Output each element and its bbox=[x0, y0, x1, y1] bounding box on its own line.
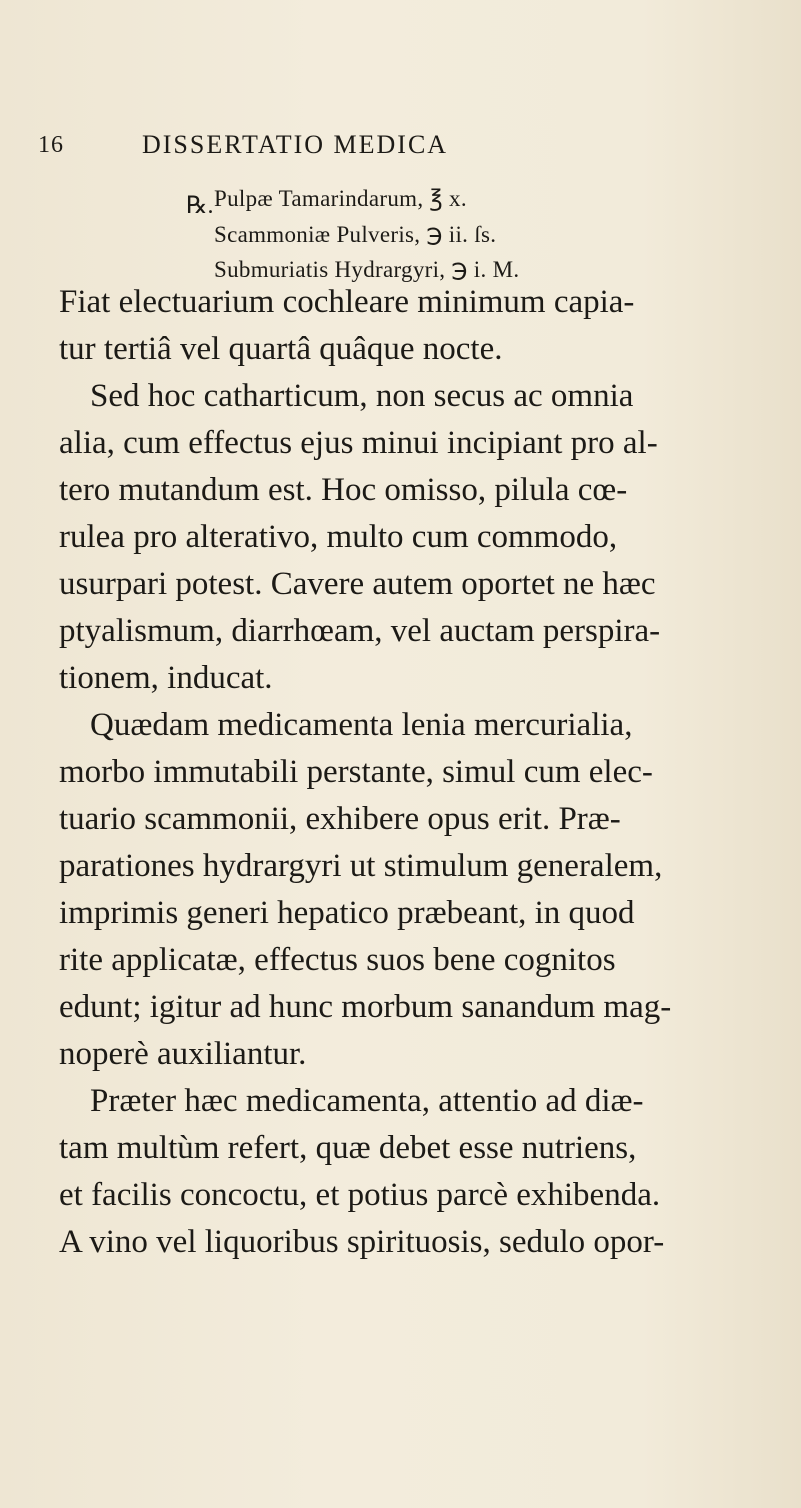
text-line: ptyalismum, diarrhœam, vel auctam perspira- bbox=[59, 613, 661, 649]
text-line: Præter hæc medicamenta, attentio ad diæ- bbox=[90, 1083, 644, 1119]
page-header bbox=[0, 128, 801, 168]
text-line: imprimis generi hepatico præbeant, in quod bbox=[59, 895, 635, 931]
prescription-line: Submuriatis Hydrargyri, ℈ i. M. bbox=[214, 257, 520, 282]
running-head: DISSERTATIO MEDICA bbox=[142, 130, 449, 159]
page-number: 16 bbox=[38, 132, 64, 158]
text-line: noperè auxiliantur. bbox=[59, 1036, 307, 1072]
text-line: parationes hydrargyri ut stimulum generalem, bbox=[59, 848, 663, 884]
text-line: usurpari potest. Cavere autem oportet ne hæc bbox=[59, 566, 656, 602]
text-line: et facilis concoctu, et potius parcè exhibenda. bbox=[59, 1177, 661, 1213]
text-line: edunt; igitur ad hunc morbum sanandum mag- bbox=[59, 989, 672, 1025]
text-line: A vino vel liquoribus spirituosis, sedulo opor- bbox=[59, 1224, 665, 1260]
text-line: tur tertiâ vel quartâ quâque nocte. bbox=[59, 331, 503, 367]
prescription-line: Pulpæ Tamarindarum, ℥ x. bbox=[214, 186, 467, 211]
text-line: tam multùm refert, quæ debet esse nutriens, bbox=[59, 1130, 637, 1166]
text-line: Quædam medicamenta lenia mercurialia, bbox=[90, 707, 633, 743]
text-line: Fiat electuarium cochleare minimum capia- bbox=[59, 284, 635, 320]
text-line: tero mutandum est. Hoc omisso, pilula cœ- bbox=[59, 472, 628, 508]
text-line: rite applicatæ, effectus suos bene cognitos bbox=[59, 942, 616, 978]
text-line: Sed hoc catharticum, non secus ac omnia bbox=[90, 378, 634, 414]
recipe-symbol: ℞. bbox=[186, 193, 214, 219]
text-line: alia, cum effectus ejus minui incipiant pro al- bbox=[59, 425, 658, 461]
text-line: tionem, inducat. bbox=[59, 660, 273, 696]
text-line: rulea pro alterativo, multo cum commodo, bbox=[59, 519, 618, 555]
text-line: morbo immutabili perstante, simul cum elec- bbox=[59, 754, 653, 790]
prescription-line: Scammoniæ Pulveris, ℈ ii. ſs. bbox=[214, 222, 497, 247]
text-line: tuario scammonii, exhibere opus erit. Præ- bbox=[59, 801, 621, 837]
